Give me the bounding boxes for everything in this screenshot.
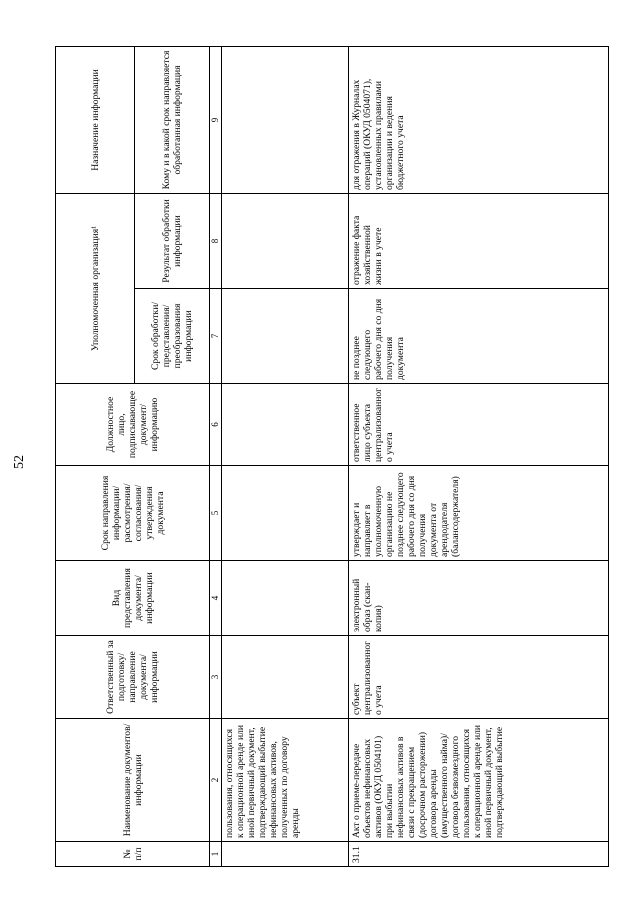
cell-official: ответственное лицо субъекта централизованного учета	[349, 384, 609, 466]
column-number: 3	[210, 636, 222, 719]
header-responsible: Ответственный за подготовку/ направление документа/ информации	[56, 636, 210, 719]
header-doc-name: Наименование документов/ информации	[56, 719, 210, 842]
cell-purpose	[222, 47, 349, 194]
cell-org-deadline	[222, 289, 349, 384]
cell-doc-name: пользования, относящихся к операционной аренде или иной первичный документ, подтверждающий выбытие нефинансовых активов, полученных по договору аренды	[222, 719, 349, 842]
column-number: 6	[210, 384, 222, 466]
table-row	[349, 47, 609, 867]
column-number: 9	[210, 47, 222, 194]
page-number: 52	[12, 455, 27, 469]
column-number: 8	[210, 194, 222, 289]
column-number: 4	[210, 561, 222, 636]
header-deadline: Срок направления информации/ рассмотрения/ согласования/ утверждения документа	[56, 466, 210, 561]
header-kind: Вид представления документа/ информации	[56, 561, 210, 636]
column-number: 2	[210, 719, 222, 842]
header-purpose-group: Назначение информации	[56, 47, 135, 194]
cell-purpose: для отражения в Журналах операций (ОКУД 0504071), установленных правилами организации и ведения бюджетного учета	[349, 47, 609, 194]
cell-number: 31.1	[349, 842, 609, 867]
cell-kind: электронный образ (скан-копия)	[349, 561, 609, 636]
cell-org-result: отражение факта хозяйственной жизни в учете	[349, 194, 609, 289]
cell-doc-name: Акт о приеме-передаче объектов нефинансовых активов (ОКУД 0504101) при выбытии нефинансовых активов в связи с прекращением (досрочном расторжении) договора аренды (имущественного найма)/договора безвозмездного пользования, относящихся к операционной аренде или иной первичный документ, подтверждающий выбытие	[349, 719, 609, 842]
cell-number	[222, 842, 349, 867]
cell-responsible: субъект централизованного учета	[349, 636, 609, 719]
header-org-result: Результат обработки информации	[135, 194, 210, 289]
header-org-deadline: Срок обработки/ представления/ преобразования информации	[135, 289, 210, 384]
cell-responsible	[222, 636, 349, 719]
document-table	[55, 46, 609, 867]
column-number: 5	[210, 466, 222, 561]
cell-official	[222, 384, 349, 466]
cell-org-deadline: не позднее следующего рабочего дня со дня получения документа	[349, 289, 609, 384]
cell-deadline	[222, 466, 349, 561]
header-number: № п/п	[56, 842, 210, 867]
table-row	[222, 47, 349, 867]
column-number: 1	[210, 842, 222, 867]
cell-org-result	[222, 194, 349, 289]
header-purpose: Кому и в какой срок направляется обработанная информация	[135, 47, 210, 194]
cell-deadline: утверждает и направляет в уполномоченную организацию не позднее следующего рабочего дня со дня получения документа от арендодателя (балансодержателя)	[349, 466, 609, 561]
column-number-row	[210, 47, 222, 867]
header-authorized-org: Уполномоченная организация¹	[56, 194, 135, 384]
header-official: Должностное лицо, подписывающее документ/ информацию	[56, 384, 210, 466]
cell-kind	[222, 561, 349, 636]
column-number: 7	[210, 289, 222, 384]
